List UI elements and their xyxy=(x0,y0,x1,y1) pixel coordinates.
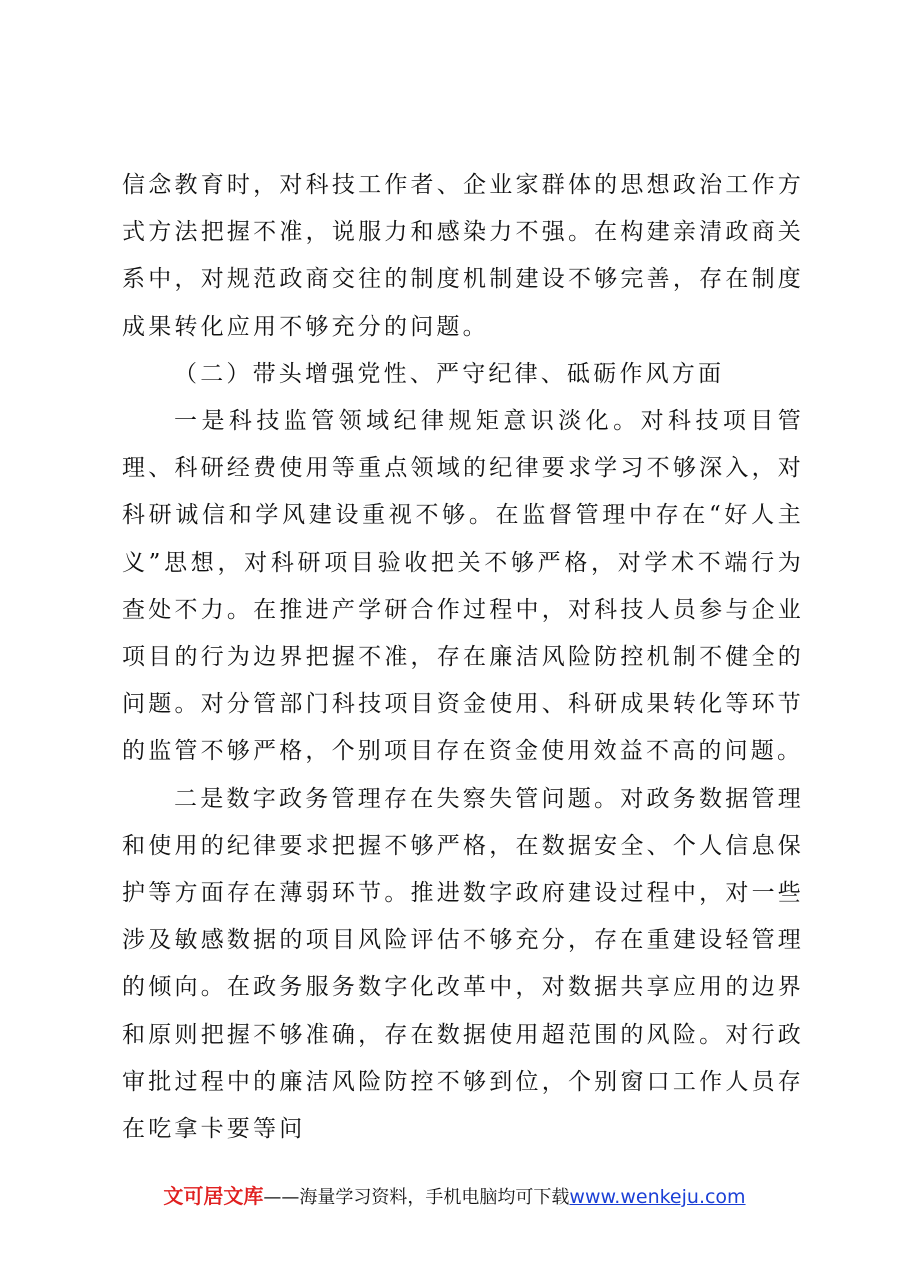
paragraph-continuation: 信念教育时，对科技工作者、企业家群体的思想政治工作方式方法把握不准，说服力和感染力不强。在构建亲清政商关系中，对规范政商交往的制度机制建设不够完善，存在制度成果转化应用不够充分的问题。 xyxy=(122,172,804,340)
paragraph-tech-supervision: 一是科技监管领域纪律规矩意识淡化。对科技项目管理、科研经费使用等重点领域的纪律要求学习不够深入，对科研诚信和学风建设重视不够。在监督管理中存在“好人主义”思想，对科研项目验收把关不够严格，对学术不端行为查处不力。在推进产学研合作过程中，对科技人员参与企业项目的行为边界把握不准，存在廉洁风险防控机制不健全的问题。对分管部门科技项目资金使用、科研成果转化等环节的监管不够严格，个别项目存在资金使用效益不高的问题。 xyxy=(122,408,804,765)
footer-brand: 文可居文库 xyxy=(163,1184,264,1208)
document-body xyxy=(122,162,804,1153)
paragraph-digital-governance: 二是数字政务管理存在失察失管问题。对政务数据管理和使用的纪律要求把握不够严格，在数据安全、个人信息保护等方面存在薄弱环节。推进数字政府建设过程中，对一些涉及敏感数据的项目风险评估不够充分，存在重建设轻管理的倾向。在政务服务数字化改革中，对数据共享应用的边界和原则把握不够准确，存在数据使用超范围的风险。对行政审批过程中的廉洁风险防控不够到位，个别窗口工作人员存在吃拿卡要等问 xyxy=(122,785,804,1143)
footer-site-link[interactable]: www.wenkeju.com xyxy=(569,1186,746,1208)
section-heading: （二）带头增强党性、严守纪律、砥砺作风方面 xyxy=(174,360,725,387)
footer-slogan: ——海量学习资料，手机电脑均可下载 xyxy=(263,1187,570,1208)
footer-banner xyxy=(0,1180,909,1209)
